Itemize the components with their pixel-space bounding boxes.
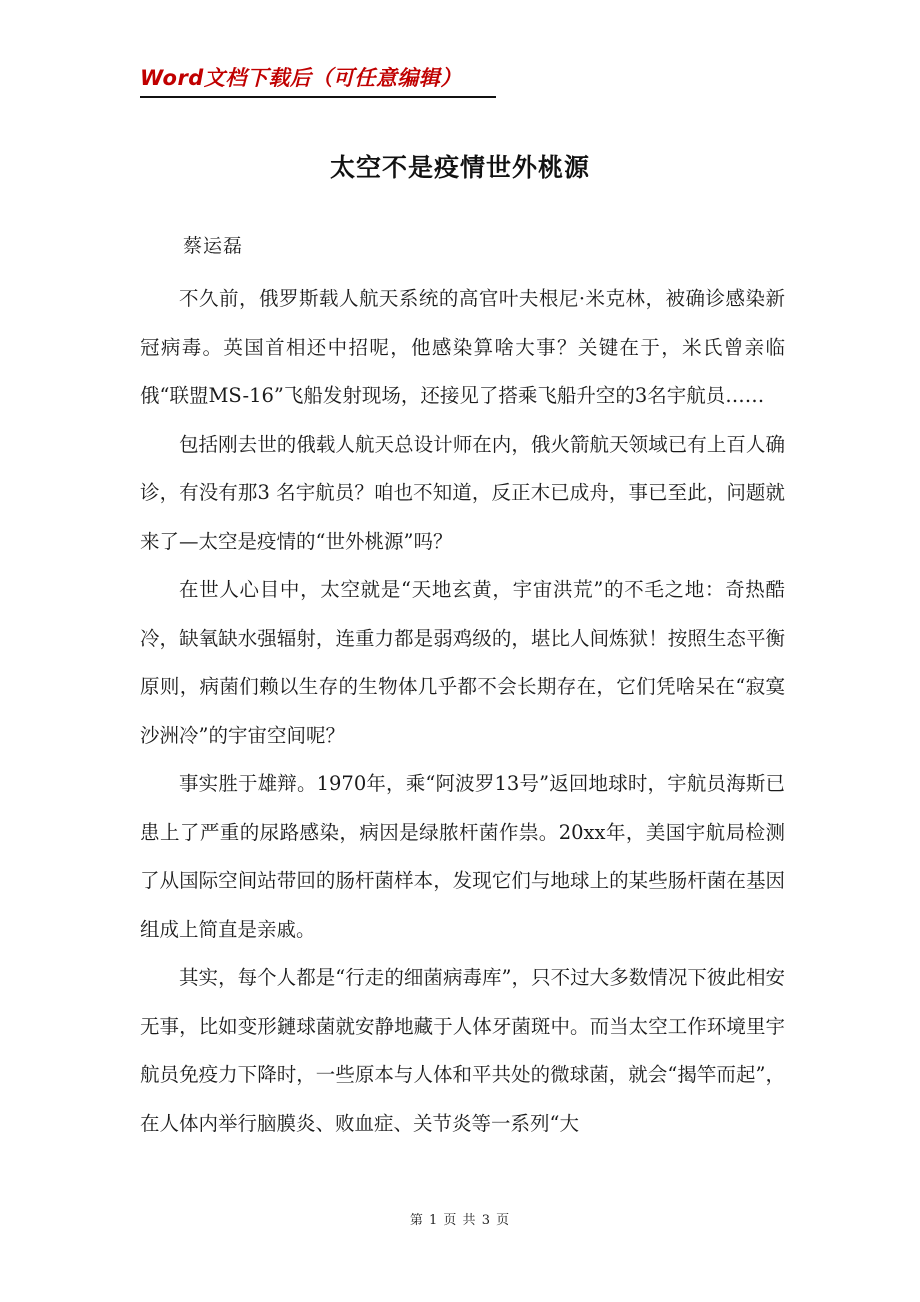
document-body [140,275,785,1148]
document-title: 太空不是疫情世外桃源 [329,153,590,182]
page-footer: 第 1 页 共 3 页 [409,1213,511,1228]
paragraph: 包括刚去世的俄载人航天总设计师在内，俄火箭航天领域已有上百人确诊，有没有那3 名宇航员？咱也不知道，反正木已成舟，事已至此，问题就来了—太空是疫情的“世外桃源”吗？ [140,432,785,553]
paragraph: 不久前，俄罗斯载人航天系统的高官叶夫根尼·米克林，被确诊感染新冠病毒。英国首相还中招呢，他感染算啥大事？关键在于，米氏曾亲临俄“联盟MS-16”飞船发射现场，还接见了搭乘飞船升空的3名宇航员…… [140,287,785,407]
header-banner [140,62,496,98]
author-name: 蔡运磊 [183,235,244,257]
header-banner-text: Word文档下载后（可任意编辑） [140,66,462,90]
paragraph: 事实胜于雄辩。1970年，乘“阿波罗13号”返回地球时，宇航员海斯已患上了严重的尿路感染，病因是绿脓杆菌作祟。20xx年，美国宇航局检测了从国际空间站带回的肠杆菌样本，发现它们与地球上的某些肠杆菌在基因组成上简直是亲戚。 [140,772,785,941]
paragraph: 其实，每个人都是“行走的细菌病毒库”，只不过大多数情况下彼此相安无事，比如变形鏈球菌就安静地藏于人体牙菌斑中。而当太空工作环境里宇航员免疫力下降时，一些原本与人体和平共处的微球菌，就会“揭竿而起”，在人体内举行脑膜炎、败血症、关节炎等一系列“大 [140,966,785,1135]
paragraph: 在世人心目中，太空就是“天地玄黄，宇宙洪荒”的不毛之地：奇热酷冷，缺氧缺水强辐射，连重力都是弱鸡级的，堪比人间炼狱！按照生态平衡原则，病菌们赖以生存的生物体几乎都不会长期存在，它们凭啥呆在“寂寞沙洲冷”的宇宙空间呢？ [140,578,785,747]
